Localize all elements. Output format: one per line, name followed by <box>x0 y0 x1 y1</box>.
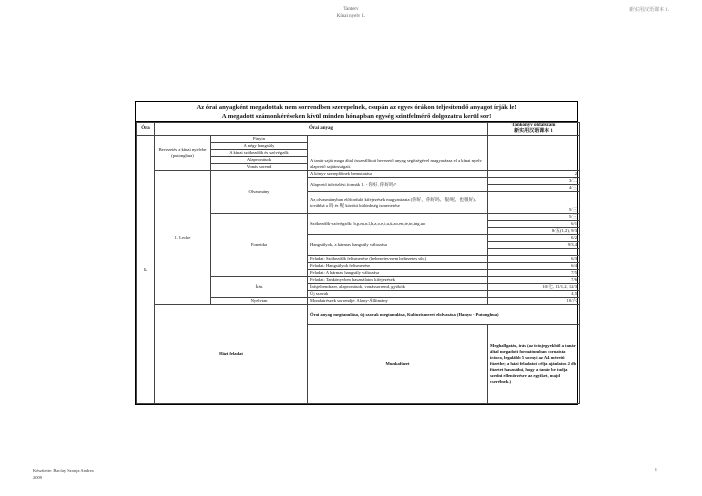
iras-label: Írás <box>211 277 308 298</box>
content-cell: Hangsúlyok, a hármas hangsúly változása <box>308 235 488 256</box>
table-header-row <box>137 123 580 136</box>
header-anyag: Órai anyag <box>155 123 488 136</box>
intro-page <box>488 136 580 171</box>
content-cell: Mondatrészek sorrendje: Alany-Állítmány <box>308 298 488 305</box>
page-cell: 7/6 <box>488 277 580 284</box>
instructions-banner <box>136 102 577 122</box>
lecke-label: 1. Lecke <box>155 171 211 305</box>
page-header <box>0 6 702 20</box>
footer-author: Készítette: Bacfay Szonja Andrea <box>33 468 94 473</box>
page-cell: 4/三 <box>488 185 580 192</box>
curriculum-table <box>136 122 580 404</box>
content-cell: Feladat: Hangsúlyok felismerése <box>308 263 488 270</box>
table-row <box>137 305 580 325</box>
content-cell: Írásjelrendszer, alapvonások, vonássorrend, gyökök <box>308 284 488 291</box>
page-cell: 4,5 <box>488 291 580 298</box>
header-tankonyv-label: Tankönyv oldalszám <box>511 123 556 128</box>
page-cell: 8/五(1,2), 9/3 <box>488 228 580 235</box>
header-ora: Óra <box>137 123 155 136</box>
olvasmany-label: Olvasmány <box>211 171 308 214</box>
content-cell: Feladat: Szókezdők felismerése (hehezetes-nem hehezetes stb.) <box>308 256 488 263</box>
page-cell <box>488 249 580 256</box>
content-cell: Feladat: Tankönyvben használatos kifejezések <box>308 277 488 284</box>
munkafuzet-text: Meghallgatás, írás (az írásjegyekből a tanár által megadott formátumban :ornaista írásra, legalább 5 sornyi az A4 méretű füzetbe; a házi feladatot célja ajánlatos 2 db füzetet használni, hogy a tanár be tudja szedni ellenőrzésre az egyiket, majd cserélnek.) <box>488 325 580 404</box>
intro-topic: Vonás sorend <box>211 164 308 171</box>
page-cell: 3/二 <box>488 178 580 185</box>
page-cell: 5/三 <box>488 214 580 221</box>
content-cell: Feladat: A hármas hangsúly változása <box>308 270 488 277</box>
content-cell: Az olvasmányban előforduló kifejezések magyarázata (你好、你好吗、很/呢、也很好), továbbá a 吗 és 呢 közötti különbség ismertetése <box>308 192 488 214</box>
page-cell: 6/2 <box>488 235 580 242</box>
page-cell: 6/3 <box>488 256 580 263</box>
page-cell: 9/3,4 <box>488 242 580 249</box>
header-tankonyv <box>488 123 580 136</box>
intro-topic: Alapvonások <box>211 157 308 164</box>
page-cell: 5/三 <box>488 192 580 214</box>
nyelvtan-label: Nyelvtan <box>211 298 308 305</box>
curriculum-document <box>135 101 578 405</box>
munkafuzet-label: Munkafüzet <box>308 325 488 404</box>
content-cell: A könyv szereplőinek bemutatása <box>308 171 488 178</box>
page-footer <box>33 467 94 481</box>
content-cell: Alapvető üdvözlési formák 1. - 你好, 你好吗? <box>308 178 488 192</box>
intro-section: Bevezetés a kínai nyelvbe (putonghua) <box>155 136 211 171</box>
intro-topic: Pinyin <box>211 136 308 143</box>
ora-number: 1. <box>137 136 155 404</box>
page-cell: 6/4 <box>488 263 580 270</box>
page-cell: 2 <box>488 171 580 178</box>
intro-topic: A kínai szókezdők és szóvégzők <box>211 150 308 157</box>
intro-note: A tanár saját maga által összeállított bevezető anyag segítségével magyarázza el a kínai nyelv alapvető sajátosságait. <box>308 136 488 171</box>
table-row <box>137 136 580 143</box>
page-cell: 7/5 <box>488 270 580 277</box>
header-subtitle: Kínai nyelv 1. <box>336 14 366 19</box>
banner-line-1: Az órai anyagként megadottak nem sorrendben szerepelnek, csupán az egyes órákon teljesítendő anyagot írják le! <box>196 104 517 111</box>
hazi-top-text: Órai anyag megtanulása, új szavak megtanulása, Kulturismeret elolvasása (Hanyu - Putonghua) <box>308 305 580 325</box>
page-cell: 6/1 <box>488 221 580 228</box>
header-right-label: 新实用汉语课本 1. <box>628 8 669 13</box>
header-tankonyv-cn: 新实用汉语课本 1 <box>514 129 553 134</box>
hazi-label: Házi feladat <box>155 305 308 404</box>
content-cell: Szókezdők-szóvégzők: b,p,m,n,l,h,a,o,e,i,u,ü,ao,en,ie,in,ing,uo <box>308 214 488 235</box>
intro-topic: A négy hangsúly <box>211 143 308 150</box>
header-title: Tanterv <box>343 7 359 12</box>
page-cell: 10/六 <box>488 298 580 305</box>
page-cell: 10/七, 11/1,2, 12/3 <box>488 284 580 291</box>
banner-line-2: A megadott számonkéréseken kívül minden hónapban egység szintfelmérő dolgozatra kerül sor! <box>221 113 492 120</box>
page-number: 1 <box>654 467 657 472</box>
table-row <box>137 171 580 178</box>
fonetika-label: Fonetika <box>211 214 308 277</box>
content-cell: Új szavak <box>308 291 488 298</box>
footer-year: 2009 <box>33 475 42 480</box>
